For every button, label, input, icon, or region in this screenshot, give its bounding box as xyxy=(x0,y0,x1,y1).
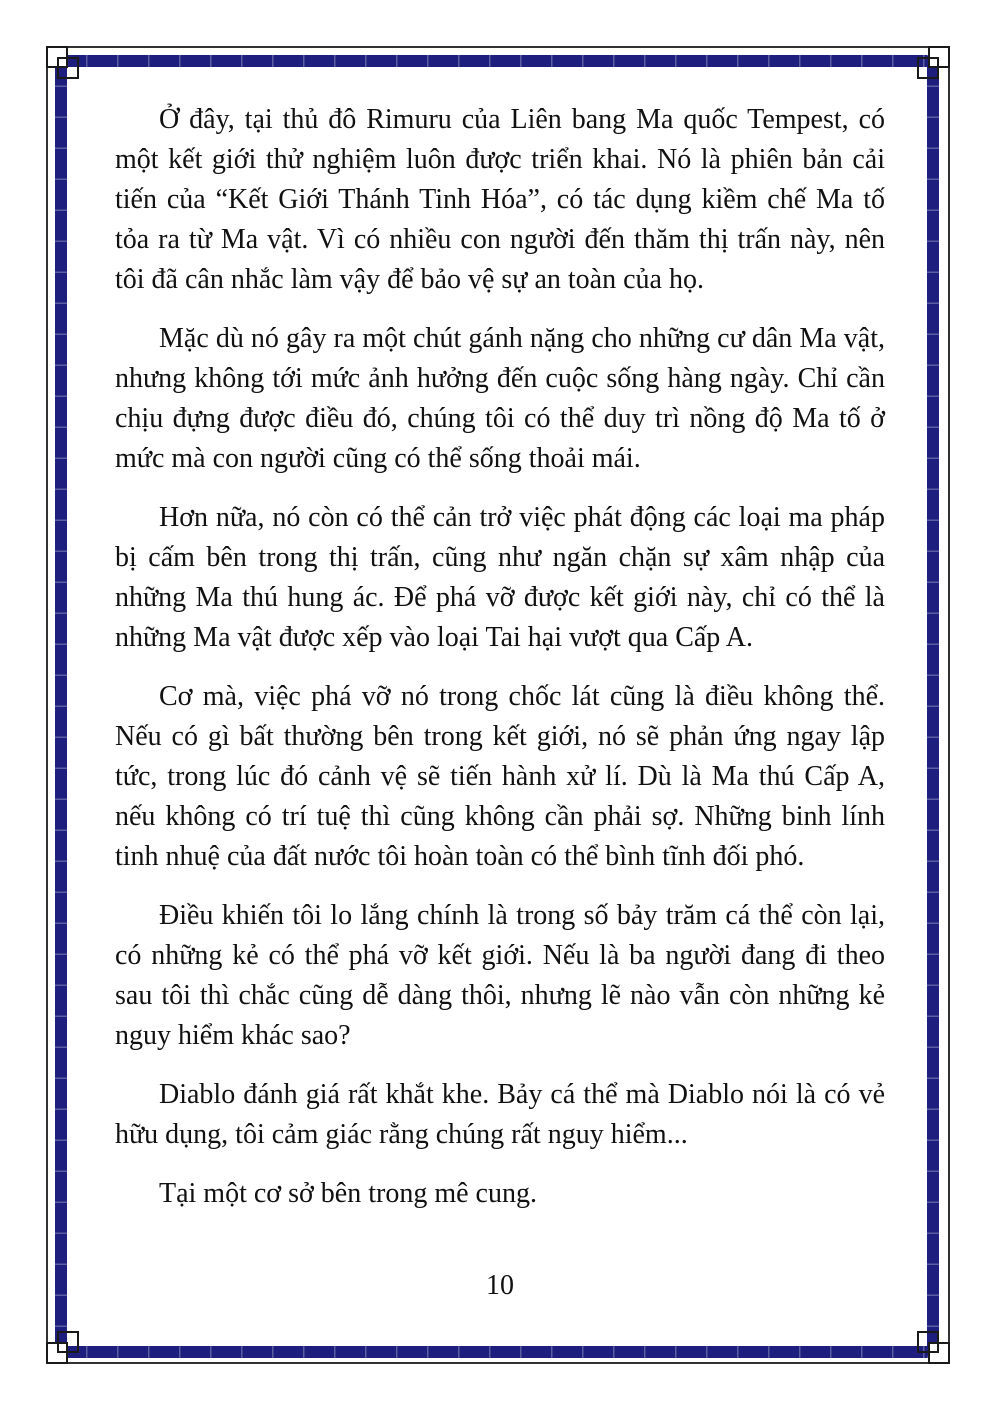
paragraph-7: Tại một cơ sở bên trong mê cung. xyxy=(159,1178,537,1209)
corner-ornament-bottom-left-inner xyxy=(57,1331,79,1353)
paragraph-6: Diablo đánh giá rất khắt khe. Bảy cá thể mà Diablo nói là có vẻ hữu dụng, tôi cảm giác rằng chúng rất nguy hiểm... xyxy=(115,1079,885,1150)
page-number: 10 xyxy=(486,1270,514,1301)
paragraph-3: Hơn nữa, nó còn có thể cản trở việc phát động các loại ma pháp bị cấm bên trong thị trấn, cũng như ngăn chặn sự xâm nhập của những Ma thú hung ác. Để phá vỡ được kết giới này, chỉ có thể là những Ma vật được xếp vào loại Tai hại vượt qua Cấp A. xyxy=(115,502,885,653)
border-band-top xyxy=(55,55,939,67)
corner-ornament-bottom-right-inner xyxy=(917,1331,939,1353)
paragraph-2: Mặc dù nó gây ra một chút gánh nặng cho những cư dân Ma vật, nhưng không tới mức ảnh hưởng đến cuộc sống hàng ngày. Chỉ cần chịu đựng được điều đó, chúng tôi có thể duy trì nồng độ Ma tố ở mức mà con người cũng có thể sống thoải mái. xyxy=(115,323,885,474)
paragraph-4: Cơ mà, việc phá vỡ nó trong chốc lát cũng là điều không thể. Nếu có gì bất thường bên trong kết giới, nó sẽ phản ứng ngay lập tức, trong lúc đó cảnh vệ sẽ tiến hành xử lí. Dù là Ma thú Cấp A, nếu không có trí tuệ thì cũng không cần phải sợ. Những binh lính tinh nhuệ của đất nước tôi hoàn toàn có thể bình tĩnh đối phó. xyxy=(115,681,885,872)
corner-ornament-top-left-inner xyxy=(57,57,79,79)
border-band-left xyxy=(55,55,67,1358)
border-band-bottom xyxy=(55,1346,939,1358)
border-band-right xyxy=(927,55,939,1358)
paragraph-1: Ở đây, tại thủ đô Rimuru của Liên bang Ma quốc Tempest, có một kết giới thử nghiệm luôn được triển khai. Nó là phiên bản cải tiến của “Kết Giới Thánh Tinh Hóa”, có tác dụng kiềm chế Ma tố tỏa ra từ Ma vật. Vì có nhiều con người đến thăm thị trấn này, nên tôi đã cân nhắc làm vậy để bảo vệ sự an toàn của họ. xyxy=(115,104,885,295)
body-text xyxy=(115,100,885,1233)
corner-ornament-top-right-inner xyxy=(917,57,939,79)
paragraph-5: Điều khiến tôi lo lắng chính là trong số bảy trăm cá thể còn lại, có những kẻ có thể phá vỡ kết giới. Nếu là ba người đang đi theo sau tôi thì chắc cũng dễ dàng thôi, nhưng lẽ nào vẫn còn những kẻ nguy hiểm khác sao? xyxy=(115,900,885,1051)
